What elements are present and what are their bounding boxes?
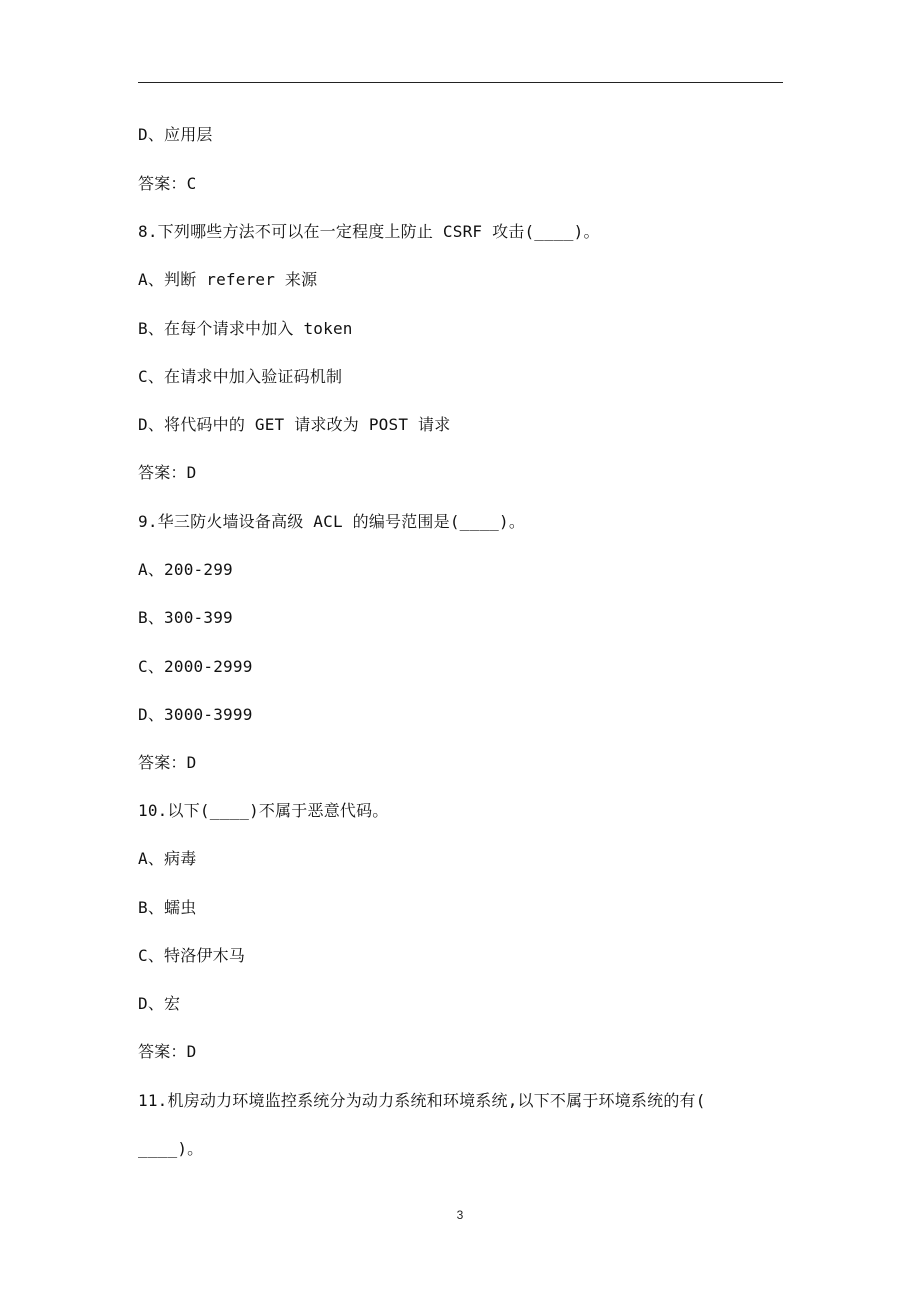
header-rule	[138, 82, 783, 83]
option-10b: B、蠕虫	[138, 898, 197, 917]
option-8a: A、判断 referer 来源	[138, 270, 318, 289]
question-11: 11.机房动力环境监控系统分为动力系统和环境系统,以下不属于环境系统的有(	[138, 1091, 706, 1110]
option-9a: A、200-299	[138, 560, 233, 579]
option-9c: C、2000-2999	[138, 657, 253, 676]
option-9b: B、300-399	[138, 608, 233, 627]
question-9: 9.华三防火墙设备高级 ACL 的编号范围是(____)。	[138, 512, 526, 531]
option-10c: C、特洛伊木马	[138, 946, 246, 965]
option-9d: D、3000-3999	[138, 705, 253, 724]
question-11-continued: ____)。	[138, 1139, 204, 1158]
option-10a: A、病毒	[138, 849, 197, 868]
question-10: 10.以下(____)不属于恶意代码。	[138, 801, 389, 820]
option-8d: D、将代码中的 GET 请求改为 POST 请求	[138, 415, 451, 434]
answer-10: 答案：D	[138, 1042, 197, 1061]
answer-8: 答案：D	[138, 463, 197, 482]
question-8: 8.下列哪些方法不可以在一定程度上防止 CSRF 攻击(____)。	[138, 222, 600, 241]
option-10d: D、宏	[138, 994, 181, 1013]
answer-9: 答案：D	[138, 753, 197, 772]
option-7d: D、应用层	[138, 125, 213, 144]
page-number: 3	[456, 1208, 464, 1222]
answer-7: 答案：C	[138, 174, 197, 193]
option-8c: C、在请求中加入验证码机制	[138, 367, 343, 386]
option-8b: B、在每个请求中加入 token	[138, 319, 353, 338]
